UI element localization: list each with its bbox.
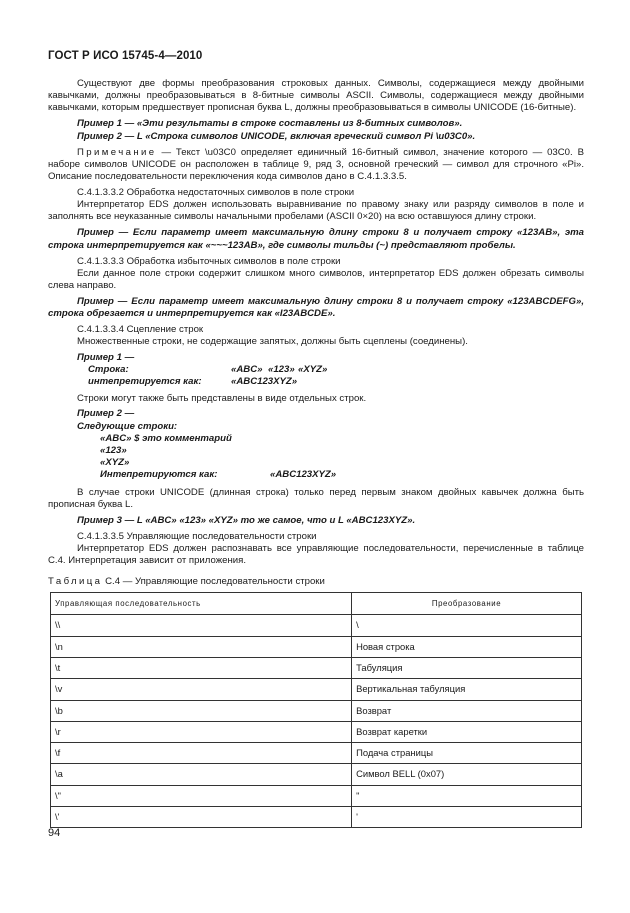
table-row <box>51 700 582 721</box>
table-cell-conversion: Подача страницы <box>352 743 582 764</box>
section-heading-c4-1-3-3-2: С.4.1.3.3.2 Обработка недостаточных символов в поле строки <box>77 187 355 199</box>
table-cell-sequence: \\ <box>51 615 352 636</box>
table-cell-conversion: Символ BELL (0x07) <box>352 764 582 785</box>
intro-example-1: Пример 1 — «Эти результаты в строке составлены из 8-битных символов». <box>77 118 463 130</box>
example-2-line-3: «XYZ» <box>100 457 130 469</box>
note-text: — Текст \u03C0 определяет единичный 16-битный символ, значение которого — 03C0. В наборе символов UNICODE он расположен в таблице 9, ряд 3, основной греческий — символ для строчного «Pi». Описание последовательности переключения кода символов дано в С.4.1.3.3.5. <box>48 146 584 183</box>
table-row <box>51 807 582 828</box>
table-row <box>51 615 582 636</box>
table-row <box>51 657 582 678</box>
table-row <box>51 785 582 806</box>
example-1-string-label: Строка: <box>88 363 129 375</box>
table-cell-sequence: \" <box>51 785 352 806</box>
table-cell-sequence: \' <box>51 807 352 828</box>
example-3: Пример 3 — L «ABC» «123» «XYZ» то же самое, что и L «ABC123XYZ». <box>77 514 416 526</box>
table-cell-sequence: \n <box>51 636 352 657</box>
example-1-value-abc: «ABC» <box>231 363 263 375</box>
table-cell-conversion: Вертикальная табуляция <box>352 679 582 700</box>
table-cell-sequence: \b <box>51 700 352 721</box>
example-1-interpreted-label: интепретируется как: <box>88 376 202 388</box>
page-number: 94 <box>48 827 61 839</box>
section-3-example: Пример — Если параметр имеет максимальную длину строки 8 и получает строку «123ABCDEFG», строка обрезается и интерпретируется как «I23ABCDE». <box>48 296 584 320</box>
table-row <box>51 764 582 785</box>
example-1-value-xyz: «XYZ» <box>298 363 328 375</box>
table-row <box>51 636 582 657</box>
table-cell-conversion: ' <box>352 807 582 828</box>
section-5-paragraph: Интерпретатор EDS должен распознавать все управляющие последовательности, перечисленные в таблице С.4. Интерпретация зависит от приложения. <box>48 542 584 567</box>
example-2-line-1: «ABC» $ это комментарий <box>100 432 232 444</box>
table-header-row <box>51 593 582 615</box>
section-4-paragraph-3: В случае строки UNICODE (длинная строка) только перед первым знаком двойных кавычек должна быть прописная буква L. <box>48 486 584 510</box>
table-cell-sequence: \r <box>51 721 352 742</box>
example-2-block <box>48 408 584 481</box>
table-cell-conversion: Возврат каретки <box>352 721 582 742</box>
table-cell-sequence: \a <box>51 764 352 785</box>
note-label: Примечание <box>77 146 157 158</box>
intro-note <box>48 147 584 184</box>
document-header: ГОСТ Р ИСО 15745-4—2010 <box>48 50 203 62</box>
example-1-block <box>48 352 584 389</box>
table-caption-text: С.4 — Управляющие последовательности строки <box>105 576 325 588</box>
table-header-sequence: Управляющая последовательность <box>51 593 352 615</box>
intro-paragraph: Существуют две формы преобразования строковых данных. Символы, содержащиеся между двойными кавычками, должны преобразовываться в 8-битные символы ASCII. Символы, содержащиеся между двойными кавычками, которым предшествует прописная буква L, должны преобразовываться в символы UNICODE (16-битные). <box>48 78 584 114</box>
section-heading-c4-1-3-3-5: С.4.1.3.3.5 Управляющие последовательности строки <box>77 530 317 542</box>
table-row <box>51 743 582 764</box>
table-cell-conversion: \ <box>352 615 582 636</box>
example-2-line-2: «123» <box>100 444 127 456</box>
table-row <box>51 679 582 700</box>
section-4-paragraph-2: Строки могут также быть представлены в виде отдельных строк. <box>77 393 367 405</box>
section-4-paragraph: Множественные строки, не содержащие запятых, должны быть сцеплены (соединены). <box>77 336 468 348</box>
example-2-interpreted-label: Интепретируются как: <box>100 469 218 481</box>
document-body <box>48 78 584 828</box>
example-2-subtitle: Следующие строки: <box>77 420 178 432</box>
table-caption-label: Таблица <box>48 576 103 588</box>
example-1-title: Пример 1 — <box>77 351 135 363</box>
section-heading-c4-1-3-3-3: С.4.1.3.3.3 Обработка избыточных символов в поле строки <box>77 255 341 267</box>
intro-example-2: Пример 2 — L «Строка символов UNICODE, включая греческий символ Pi \u03C0». <box>77 130 476 142</box>
section-2-paragraph: Интерпретатор EDS должен использовать выравнивание по правому знаку или разряду символов в поле и заполнять все неуказанные символы начальными пробелами (ASCII 0×20) на всю оставшуюся длину строки. <box>48 199 584 223</box>
escape-sequences-table <box>50 592 582 828</box>
table-cell-conversion: Новая строка <box>352 636 582 657</box>
example-1-value-123: «123» <box>268 363 295 375</box>
section-3-paragraph: Если данное поле строки содержит слишком много символов, интерпретатор EDS должен обрезать символы слева направо. <box>48 267 584 292</box>
section-heading-c4-1-3-3-4: С.4.1.3.3.4 Сцепление строк <box>77 324 204 336</box>
table-cell-sequence: \t <box>51 657 352 678</box>
table-cell-conversion: Возврат <box>352 700 582 721</box>
table-cell-sequence: \f <box>51 743 352 764</box>
table-row <box>51 721 582 742</box>
table-cell-conversion: Табуляция <box>352 657 582 678</box>
table-header-conversion: Преобразование <box>352 593 582 615</box>
table-cell-sequence: \v <box>51 679 352 700</box>
section-2-example: Пример — Если параметр имеет максимальную длину строки 8 и получает строку «123AB», эта строка интерпретируется как «~~~123AB», где символы тильды (~) представляют пробелы. <box>48 227 584 251</box>
example-2-interpreted-value: «ABC123XYZ» <box>270 469 337 481</box>
table-cell-conversion: " <box>352 785 582 806</box>
example-2-title: Пример 2 — <box>77 408 135 420</box>
example-1-interpreted-value: «ABC123XYZ» <box>231 376 298 388</box>
table-caption <box>48 576 584 588</box>
